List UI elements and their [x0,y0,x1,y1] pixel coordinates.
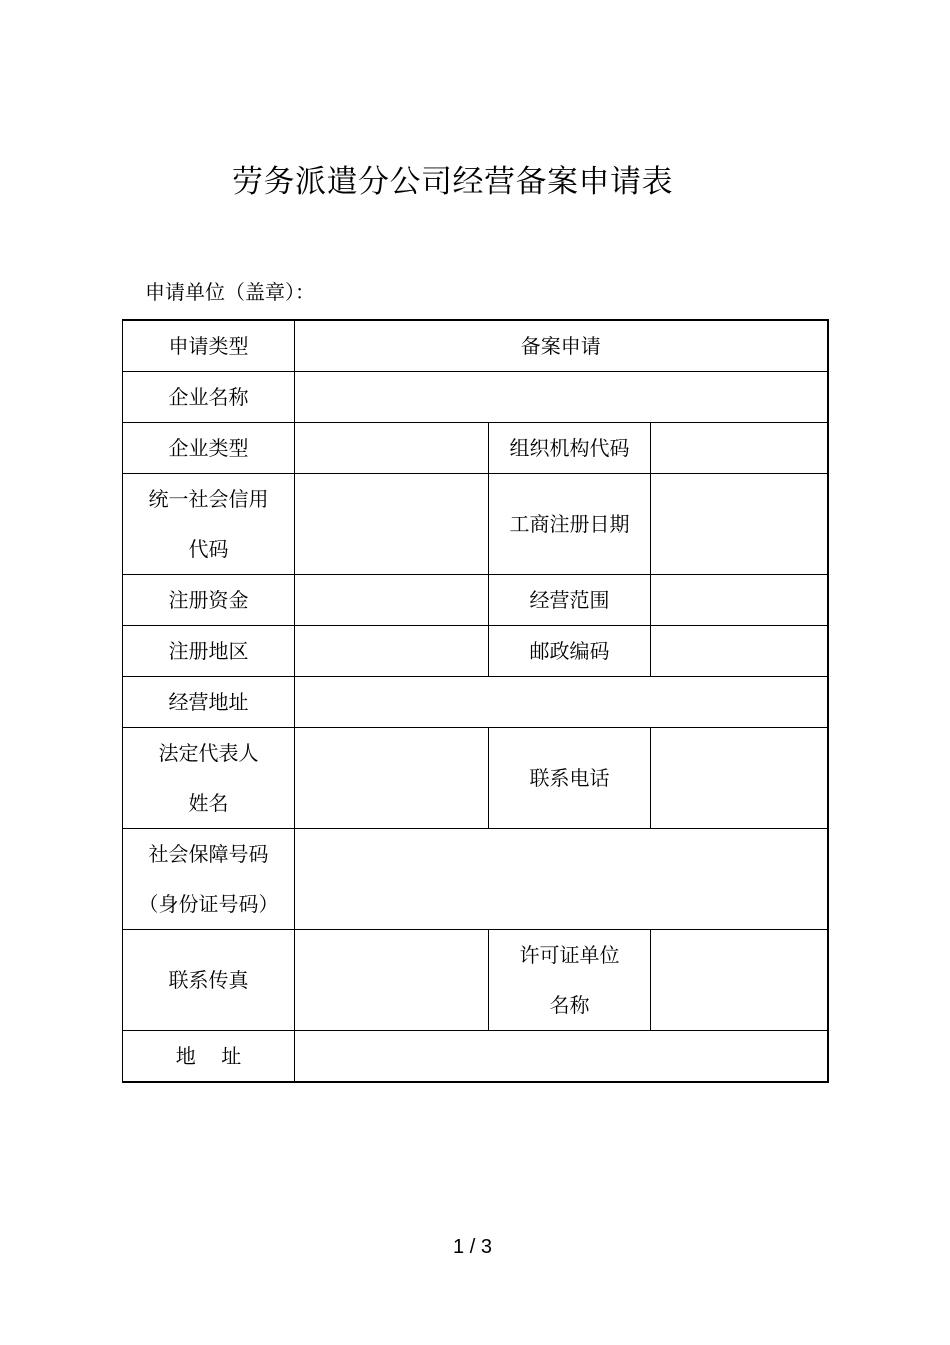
row-apply-type [123,320,828,372]
label-address: 地 址 [123,1031,295,1083]
label-legal-rep-line2: 姓名 [188,791,229,815]
field-business-scope[interactable] [651,575,828,626]
label-company-name: 企业名称 [123,372,295,423]
field-legal-rep[interactable] [295,728,489,829]
page-number: 1 / 3 [453,1236,492,1258]
row-social-security [123,829,828,930]
field-registration-date[interactable] [651,474,828,575]
label-business-scope: 经营范围 [489,575,651,626]
field-postal-code[interactable] [651,626,828,677]
field-biz-address[interactable] [295,677,828,728]
row-company-type [123,423,828,474]
field-company-name[interactable] [295,372,828,423]
label-license-unit [489,930,651,1031]
label-apply-type: 申请类型 [123,320,295,372]
label-registration-date: 工商注册日期 [489,474,651,575]
label-credit-code-line2: 代码 [188,537,229,561]
label-biz-address: 经营地址 [123,677,295,728]
field-fax[interactable] [295,930,489,1031]
row-company-name [123,372,828,423]
label-region: 注册地区 [123,626,295,677]
field-credit-code[interactable] [295,474,489,575]
field-region[interactable] [295,626,489,677]
label-social-security-line1: 社会保障号码 [148,842,269,866]
label-license-unit-line2: 名称 [549,993,590,1017]
field-phone[interactable] [651,728,828,829]
row-region [123,626,828,677]
label-phone: 联系电话 [489,728,651,829]
row-credit-code [123,474,828,575]
field-address[interactable] [295,1031,828,1083]
label-social-security-line2: （身份证号码） [138,892,279,916]
field-org-code[interactable] [651,423,828,474]
page-title: 劳务派遣分公司经营备案申请表 [232,164,673,200]
label-social-security [123,829,295,930]
label-credit-code-line1: 统一社会信用 [148,487,269,511]
label-postal-code: 邮政编码 [489,626,651,677]
applicant-label: 申请单位（盖章）： [145,280,315,304]
label-credit-code [123,474,295,575]
row-fax [123,930,828,1031]
field-social-security[interactable] [295,829,828,930]
label-org-code: 组织机构代码 [489,423,651,474]
row-capital [123,575,828,626]
label-company-type: 企业类型 [123,423,295,474]
value-apply-type: 备案申请 [295,320,828,372]
label-capital: 注册资金 [123,575,295,626]
application-form-table [122,319,829,1083]
field-license-unit[interactable] [651,930,828,1031]
label-legal-rep-line1: 法定代表人 [158,741,259,765]
label-legal-rep [123,728,295,829]
label-fax: 联系传真 [123,930,295,1031]
row-legal-rep [123,728,828,829]
row-address [123,1031,828,1083]
field-company-type[interactable] [295,423,489,474]
field-capital[interactable] [295,575,489,626]
label-license-unit-line1: 许可证单位 [519,943,620,967]
row-biz-address [123,677,828,728]
